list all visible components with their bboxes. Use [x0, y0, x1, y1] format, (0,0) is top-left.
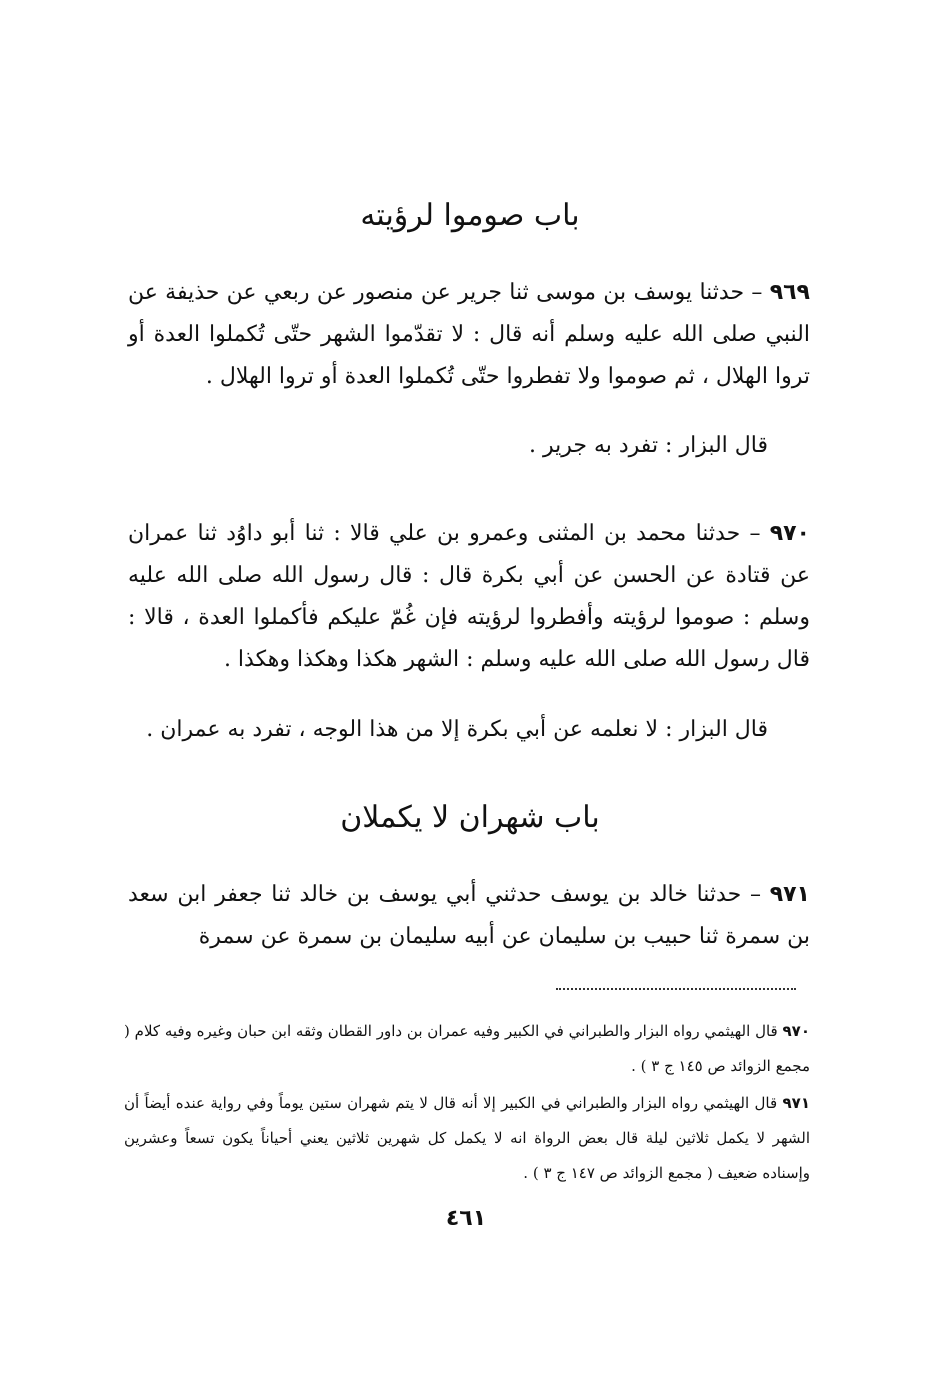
footnote-number: ٩٧٠: [782, 1022, 810, 1040]
footnote-separator: [556, 988, 796, 990]
hadith-number: ٩٧١: [769, 882, 810, 907]
footnote-970: [124, 1014, 810, 1084]
footnote-text: قال الهيثمي رواه البزار والطبراني في الكبير إلا أنه قال لا يتم شهران ستين يوماً وفي رواية عنده أيضاً أن الشهر لا يكمل ثلاثين ليلة قال بعض الرواة انه لا يكمل كل شهرين ثلاثين يعني أحياناً يكون تسعاً وعشرين وإسناده ضعيف ( مجمع الزوائد ص ١٤٧ ج ٣ ) .: [124, 1094, 810, 1182]
hadith-text: – حدثنا محمد بن المثنى وعمرو بن علي قالا : ثنا أبو داوُد ثنا عمران عن قتادة عن الحسن عن أبي بكرة قال : قال رسول الله صلى الله عليه وسلم : صوموا لرؤيته وأفطروا لرؤيته فإن غُمّ عليكم فأكملوا العدة ، قالا : قال رسول الله صلى الله عليه وسلم : الشهر هكذا وهكذا وهكذا .: [128, 521, 810, 672]
page-number: ٤٦١: [445, 1206, 487, 1231]
hadith-text: – حدثنا خالد بن يوسف حدثني أبي يوسف بن خالد ثنا جعفر ابن سعد بن سمرة ثنا حبيب بن سليمان عن أبيه سليمان بن سمرة عن سمرة: [128, 882, 810, 949]
hadith-text: – حدثنا يوسف بن موسى ثنا جرير عن منصور عن ربعي عن حذيفة عن النبي صلى الله عليه وسلم أنه قال : لا تقدّموا الشهر حتّى تُكملوا العدة أو تروا الهلال ، ثم صوموا ولا تفطروا حتّى تُكملوا العدة أو تروا الهلال .: [128, 280, 810, 389]
hadith-970: [128, 513, 810, 681]
footnote-number: ٩٧١: [782, 1094, 810, 1112]
footnote-971: [124, 1086, 810, 1191]
chapter-heading: باب شهران لا يكملان: [340, 800, 600, 835]
chapter-heading: باب صوموا لرؤيته: [360, 198, 580, 233]
hadith-969-remark: قال البزار : تفرد به جرير .: [528, 433, 768, 458]
footnote-text: قال الهيثمي رواه البزار والطبراني في الكبير وفيه عمران بن داور القطان وثقه ابن حبان وغيره وفيه كلام ( مجمع الزوائد ص ١٤٥ ج ٣ ) .: [124, 1022, 810, 1075]
hadith-970-remark: قال البزار : لا نعلمه عن أبي بكرة إلا من هذا الوجه ، تفرد به عمران .: [146, 717, 768, 742]
hadith-number: ٩٧٠: [769, 521, 810, 546]
hadith-number: ٩٦٩: [769, 280, 810, 305]
hadith-971: [128, 874, 810, 958]
hadith-969: [128, 272, 810, 398]
